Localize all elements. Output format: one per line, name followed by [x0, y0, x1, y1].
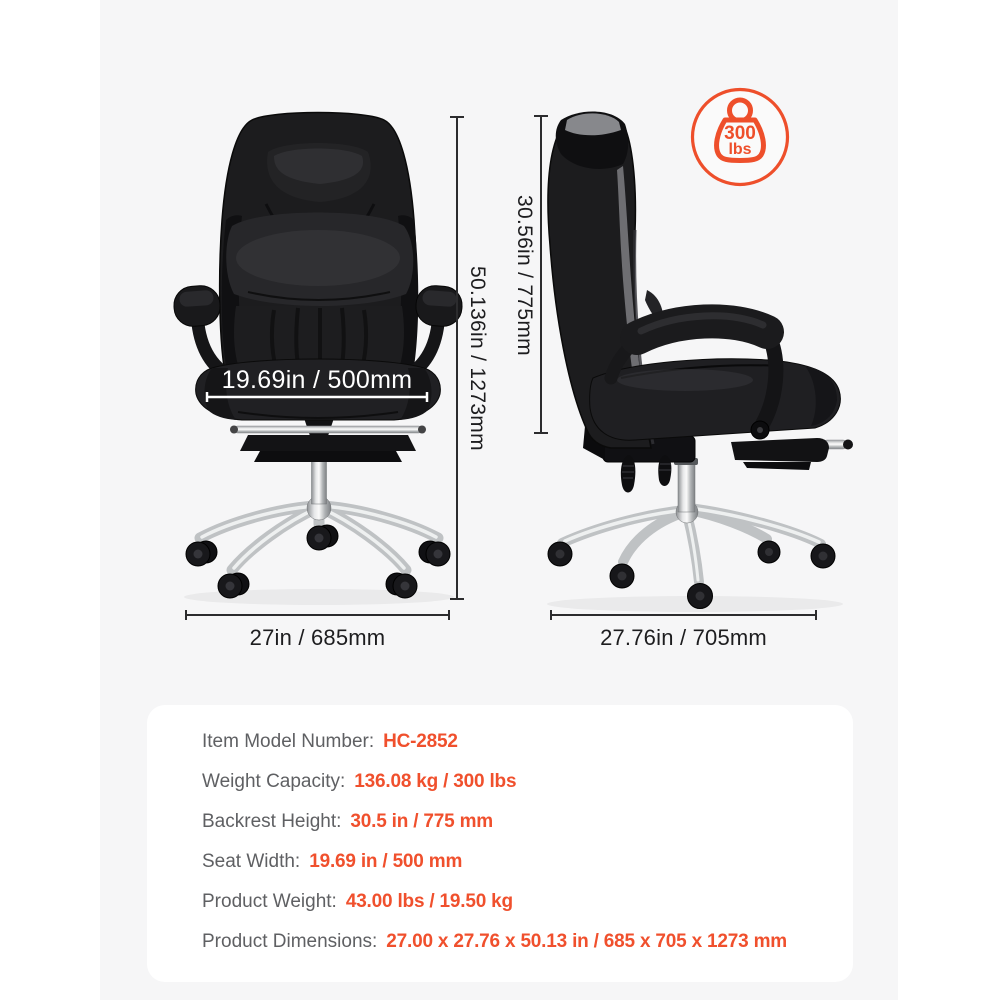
side-view-chair-image — [547, 111, 853, 612]
front-base-width-dimension-label: 27in / 685mm — [249, 625, 386, 650]
spec-value: 136.08 kg / 300 lbs — [354, 771, 517, 792]
side-backrest-height-dimension-label: 30.56in / 775mm — [513, 194, 536, 356]
weight-capacity-badge-unit: lbs — [728, 141, 752, 158]
side-chair-seat — [590, 359, 841, 440]
front-overall-height-dimension-label: 50.136in / 1273mm — [466, 266, 489, 451]
side-chair-base — [548, 501, 835, 609]
spec-rows — [147, 705, 853, 952]
spec-row-seat-width — [202, 851, 813, 872]
front-view-chair-image — [173, 113, 464, 606]
seat-width-dimension-label: 19.69in / 500mm — [221, 366, 413, 394]
spec-value: HC-2852 — [383, 731, 458, 752]
spec-value: 19.69 in / 500 mm — [309, 851, 463, 872]
spec-row-backrest-height — [202, 811, 813, 832]
weight-capacity-badge-value: 300 — [724, 123, 756, 144]
side-chair-footrest — [731, 438, 853, 470]
spec-row-weight-capacity — [202, 771, 813, 792]
spec-label: Item Model Number: — [202, 731, 375, 752]
front-chair-footrest — [230, 426, 426, 463]
spec-label: Product Dimensions: — [202, 931, 378, 952]
spec-row-product-dimensions — [202, 931, 813, 952]
spec-value: 30.5 in / 775 mm — [350, 811, 493, 832]
spec-card — [147, 705, 853, 982]
spec-row-item-model-number — [202, 731, 813, 752]
spec-label: Seat Width: — [202, 851, 301, 872]
front-chair-backrest — [220, 113, 419, 397]
spec-label: Backrest Height: — [202, 811, 342, 832]
spec-label: Product Weight: — [202, 891, 337, 912]
spec-value: 27.00 x 27.76 x 50.13 in / 685 x 705 x 1273 mm — [386, 931, 787, 952]
front-chair-base — [186, 496, 450, 598]
side-base-depth-dimension-label: 27.76in / 705mm — [600, 625, 767, 650]
spec-label: Weight Capacity: — [202, 771, 346, 792]
spec-value: 43.00 lbs / 19.50 kg — [345, 891, 513, 912]
spec-row-product-weight — [202, 891, 813, 912]
